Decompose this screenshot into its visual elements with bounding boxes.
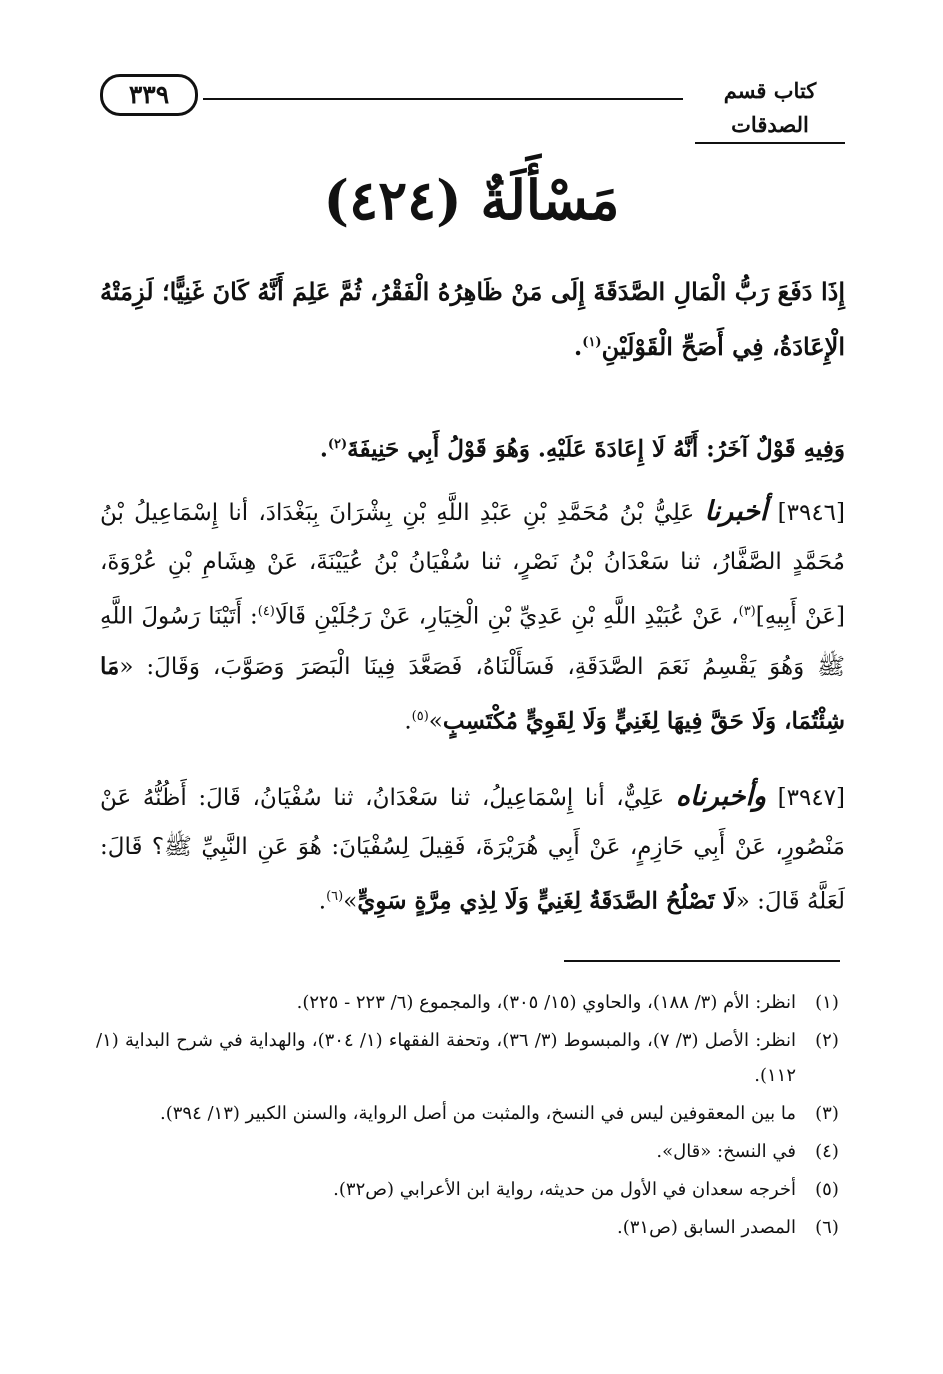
footnote-text: ما بين المعقوفين ليس في النسخ، والمثبت من أصل الرواية، والسنن الكبير (١٣/ ٣٩٤). — [159, 1103, 796, 1124]
footnote-ref-5: (٥) — [411, 708, 429, 724]
isnad-part-1: عَلِيٌّ، أنا إِسْمَاعِيلُ، ثنا سَعْدَانُ، ثنا سُفْيَانُ، قَالَ: أَظُنُّهُ عَنْ مَنْصُورٍ، عَنْ أَبِي حَازِمٍ، عَنْ أَبِي هُرَيْرَةَ، فَقِيلَ لِسُفْيَانَ: هُوَ عَنِ النَّبِيِّ ﷺ؟ قَالَ: لَعَلَّهُ قَالَ: « — [100, 785, 846, 915]
footnote-number: (٢) — [815, 1030, 839, 1051]
opinion-end: . — [319, 435, 328, 463]
footnote-number: (١) — [815, 992, 839, 1013]
question-heading — [0, 165, 943, 235]
ruling-end: . — [573, 332, 583, 361]
footnote-ref-4: (٤) — [257, 604, 275, 619]
ruling-statement — [100, 266, 845, 372]
page-number: ٣٣٩ — [100, 74, 198, 116]
footnote-item — [96, 1096, 841, 1131]
header-rule — [203, 98, 683, 100]
question-number: (٤٢٤) — [323, 168, 462, 232]
hadith-end: . — [404, 708, 412, 735]
prophetic-quote: لَا تَصْلُحُ الصَّدَقَةُ لِغَنِيٍّ وَلَا لِذِي مِرَّةٍ سَوِيٍّ — [357, 887, 736, 915]
running-header — [100, 74, 845, 137]
footnote-text: في النسخ: «قال». — [656, 1141, 796, 1162]
hadith-number: [٣٩٤٧] — [777, 785, 846, 811]
footnote-ref-2: (٢) — [327, 437, 348, 452]
footnote-ref-3: (٣) — [738, 604, 756, 619]
footnote-item — [96, 1210, 841, 1245]
ruling-line-1: إِذَا دَفَعَ رَبُّ الْمَالِ الصَّدَقَةَ إِلَى مَنْ ظَاهِرُهُ الْفَقْرُ، ثُمَّ عَلِمَ أَنَّهُ كَانَ غَنِيًّا؛ لَزِمَتْهُ — [100, 277, 845, 306]
opinion-text: وَفِيهِ قَوْلٌ آخَرُ: أَنَّهُ لَا إِعَادَةَ عَلَيْهِ. وَهُوَ قَوْلُ أَبِي حَنِيفَةَ — [347, 435, 845, 463]
prophetic-quote: مَا شِئْتُمَا، وَلَا حَقَّ فِيهَا لِغَنِيٍّ وَلَا لِقَوِيٍّ مُكْتَسِبٍ — [100, 652, 845, 735]
hadith-number: [٣٩٤٦] — [777, 500, 846, 526]
footnote-item — [96, 1172, 841, 1207]
footnote-number: (٦) — [815, 1217, 839, 1238]
footnote-text: أخرجه سعدان في الأول من حديثه، رواية ابن الأعرابي (ص٣٢). — [333, 1179, 796, 1200]
footnote-number: (٤) — [815, 1141, 839, 1162]
hadith-text-part-3: : أَتَيْنَا رَسُولَ اللَّهِ ﷺ وَهُوَ يَقْسِمُ نَعَمَ الصَّدَقَةِ، فَسَأَلْنَاهُ، فَصَعَّدَ فِينَا الْبَصَرَ وَصَوَّبَ، وَقَالَ: « — [100, 603, 845, 680]
footnote-item — [96, 985, 841, 1020]
hadith-end: . — [318, 888, 327, 915]
footnote-separator — [564, 960, 840, 962]
hadith-3947 — [100, 772, 845, 927]
book-title: كتاب قسم الصدقات — [695, 74, 845, 144]
other-opinion — [100, 420, 845, 474]
footnote-ref-6: (٦) — [326, 889, 344, 904]
isnad-part-2: ، عَنْ عُبَيْدِ اللَّهِ بْنِ عَدِيِّ بْنِ الْخِيَارِ، عَنْ رَجُلَيْنِ قَالَا — [274, 603, 739, 630]
footnote-text: المصدر السابق (ص٣١). — [616, 1217, 796, 1238]
footnotes — [96, 985, 841, 1248]
footnote-number: (٥) — [815, 1179, 839, 1200]
ruling-line-2: الْإِعَادَةُ، فِي أَصَحِّ الْقَوْلَيْنِ — [601, 332, 845, 361]
footnote-item — [96, 1134, 841, 1169]
footnote-ref-1: (١) — [582, 335, 602, 350]
isnad-part-1: عَلِيُّ بْنُ مُحَمَّدِ بْنِ عَبْدِ اللَّهِ بْنِ بِشْرَانَ بِبَغْدَادَ، أنا إِسْمَاعِيلُ بْنُ مُحَمَّدٍ الصَّفَّارُ، ثنا سَعْدَانُ بْنُ نَصْرٍ، ثنا سُفْيَانُ بْنُ عُيَيْنَةَ، عَنْ هِشَامِ بْنِ عُرْوَةَ، [عَنْ أَبِيهِ] — [100, 500, 845, 630]
narration-verb: وأخبرناه — [675, 781, 767, 812]
hadith-3946 — [100, 487, 845, 746]
footnote-item — [96, 1023, 841, 1093]
quote-close: » — [343, 888, 358, 915]
question-word: مَسْأَلَةٌ — [480, 168, 620, 232]
quote-close: » — [428, 708, 443, 735]
footnote-text: انظر: الأم (٣/ ١٨٨)، والحاوي (١٥/ ٣٠٥)، والمجموع (٦/ ٢٢٣ - ٢٢٥). — [296, 992, 796, 1013]
footnote-number: (٣) — [815, 1103, 839, 1124]
footnote-text: انظر: الأصل (٣/ ٧)، والمبسوط (٣/ ٣٦)، وتحفة الفقهاء (١/ ٣٠٤)، والهداية في شرح البداية (١/ ١١٢). — [96, 1030, 796, 1086]
narration-verb: أخبرنا — [704, 496, 768, 527]
